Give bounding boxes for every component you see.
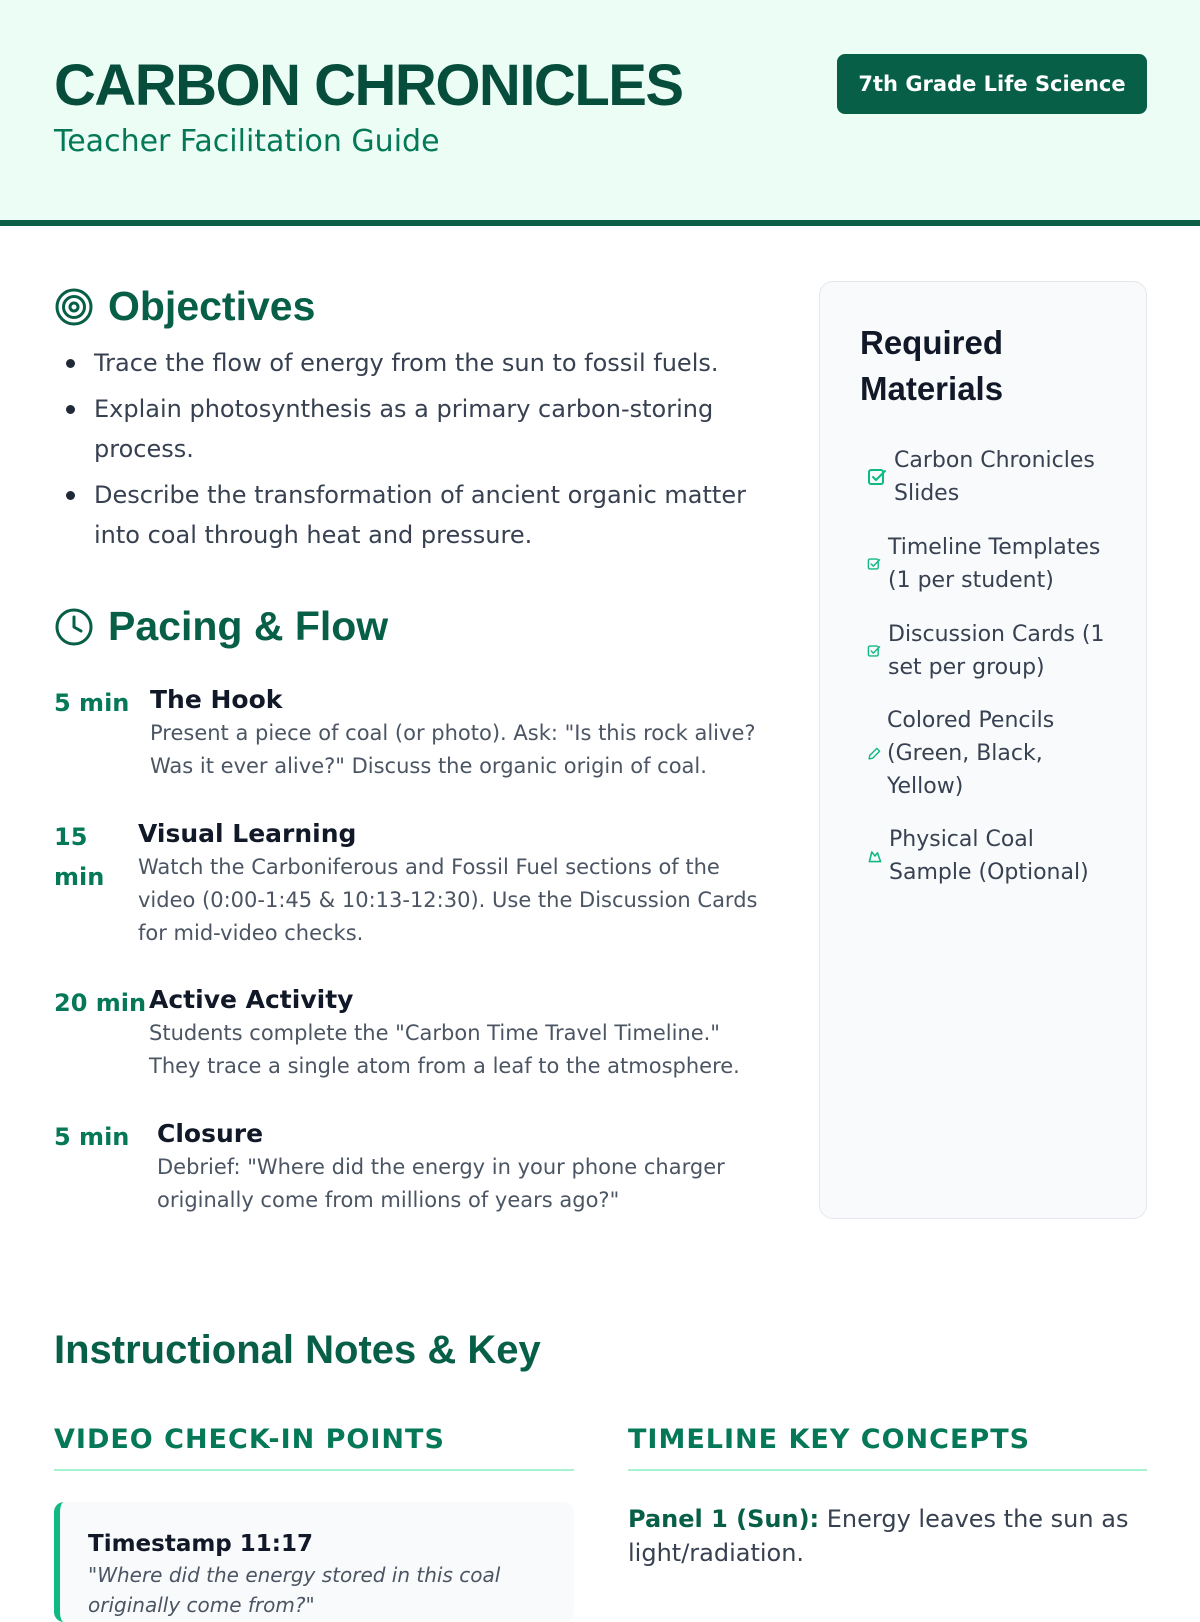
timeline-panel-note <box>628 1502 1147 1570</box>
material-item <box>860 531 1120 597</box>
list-item: Trace the flow of energy from the sun to fossil fuels. <box>54 343 774 383</box>
pacing-step <box>54 683 774 783</box>
materials-panel <box>819 281 1147 1219</box>
checkin-question: "Where did the energy stored in this coal originally come from?" <box>88 1563 501 1617</box>
checkbox-icon <box>860 557 888 571</box>
checkin-card <box>54 1502 574 1622</box>
checkbox-icon <box>860 644 888 658</box>
step-description: Present a piece of coal (or photo). Ask: "Is this rock alive? Was it ever alive?" Discuss the organic origin of coal. <box>150 721 756 778</box>
material-item <box>860 704 1120 803</box>
video-checkins-heading: VIDEO CHECK-IN POINTS <box>54 1424 574 1471</box>
material-item <box>860 823 1120 889</box>
material-label: Physical Coal Sample (Optional) <box>889 827 1089 885</box>
step-description: Watch the Carboniferous and Fossil Fuel sections of the video (0:00-1:45 & 10:13-12:30). Use the Discussion Cards for mid-video checks. <box>138 855 758 945</box>
pacing-heading <box>54 603 388 650</box>
notes-title: Instructional Notes & Key <box>54 1328 541 1372</box>
material-item <box>860 618 1120 684</box>
checkbox-icon <box>860 467 894 487</box>
page-subtitle: Teacher Facilitation Guide <box>54 124 440 159</box>
step-description: Students complete the "Carbon Time Travel Timeline." They trace a single atom from a leaf to the atmosphere. <box>149 1021 740 1078</box>
panel-label: Panel 1 (Sun): <box>628 1505 820 1533</box>
page-header <box>0 0 1200 226</box>
page-title: CARBON CHRONICLES <box>54 53 683 118</box>
material-label: Carbon Chronicles Slides <box>894 448 1095 506</box>
list-item: Explain photosynthesis as a primary carbon-storing process. <box>54 389 774 469</box>
timeline-key-heading: TIMELINE KEY CONCEPTS <box>628 1424 1147 1471</box>
rock-icon <box>860 848 889 864</box>
step-heading: Active Activity <box>149 985 354 1014</box>
step-duration: 5 min <box>54 1123 130 1151</box>
step-heading: The Hook <box>150 685 283 714</box>
pacing-step <box>54 1117 774 1217</box>
step-duration: 15 min <box>54 823 105 891</box>
step-description: Debrief: "Where did the energy in your phone charger originally come from millions of years ago?" <box>157 1155 725 1212</box>
grade-badge: 7th Grade Life Science <box>837 54 1147 114</box>
material-item <box>860 444 1120 510</box>
objectives-title: Objectives <box>108 283 316 329</box>
step-duration: 20 min <box>54 989 147 1017</box>
pacing-step <box>54 983 774 1083</box>
panel-text: Energy leaves the sun as light/radiation. <box>628 1505 1129 1567</box>
pacing-title: Pacing & Flow <box>108 603 389 649</box>
objectives-list <box>54 343 774 561</box>
material-label: Discussion Cards (1 set per group) <box>888 622 1105 680</box>
list-item: Describe the transformation of ancient organic matter into coal through heat and pressure. <box>54 475 774 555</box>
step-heading: Closure <box>157 1119 264 1148</box>
pencil-icon <box>860 747 887 761</box>
pacing-step <box>54 817 774 950</box>
material-label: Colored Pencils (Green, Black, Yellow) <box>887 708 1055 799</box>
checkin-timestamp: Timestamp 11:17 <box>88 1531 313 1557</box>
materials-title: Required Materials <box>860 324 1004 407</box>
clock-icon <box>54 607 94 647</box>
material-label: Timeline Templates (1 per student) <box>888 535 1101 593</box>
step-heading: Visual Learning <box>138 819 357 848</box>
step-duration: 5 min <box>54 689 130 717</box>
objectives-heading <box>54 283 315 330</box>
target-icon <box>54 287 94 327</box>
